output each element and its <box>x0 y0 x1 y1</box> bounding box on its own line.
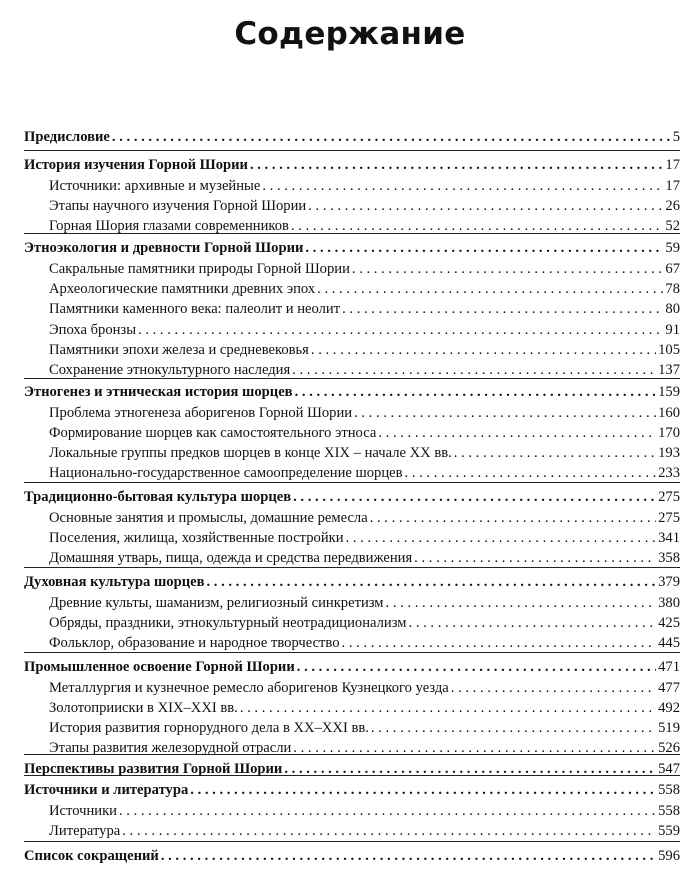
toc-page-number: 380 <box>658 595 680 611</box>
section-divider <box>24 841 680 842</box>
toc-page-number: 558 <box>658 782 680 798</box>
toc-page-number: 547 <box>658 761 680 777</box>
toc-chapter-entry[interactable] <box>24 487 680 507</box>
dot-leader <box>190 780 656 800</box>
toc-section-entry[interactable] <box>49 613 680 633</box>
dot-leader <box>293 487 656 507</box>
toc-entry-title: Древние культы, шаманизм, религиозный синкретизм <box>49 595 384 611</box>
toc-chapter-entry[interactable] <box>24 127 680 147</box>
toc-page-number: 471 <box>658 659 680 675</box>
dot-leader <box>454 443 656 463</box>
toc-page-number: 193 <box>658 445 680 461</box>
toc-page-number: 5 <box>672 129 680 145</box>
toc-section-entry[interactable] <box>49 196 680 216</box>
toc-page-number: 275 <box>658 489 680 505</box>
dot-leader <box>262 176 663 196</box>
toc-entry-title: Этноэкология и древности Горной Шории <box>24 240 304 256</box>
toc-chapter-entry[interactable] <box>24 780 680 800</box>
toc-chapter-entry[interactable] <box>24 238 680 258</box>
dot-leader <box>354 403 656 423</box>
toc-section-entry[interactable] <box>49 443 680 463</box>
dot-leader <box>297 657 656 677</box>
toc-page-number: 477 <box>658 680 680 696</box>
dot-leader <box>409 613 657 633</box>
page-title: Содержание <box>234 16 466 52</box>
dot-leader <box>112 127 671 147</box>
toc-page-number: 67 <box>665 261 680 277</box>
toc-chapter-entry[interactable] <box>24 572 680 592</box>
toc-entry-title: Промышленное освоение Горной Шории <box>24 659 295 675</box>
toc-chapter-entry[interactable] <box>24 657 680 677</box>
dot-leader <box>206 572 656 592</box>
dot-leader <box>342 299 663 319</box>
dot-leader <box>386 593 657 613</box>
toc-page-number: 17 <box>665 157 680 173</box>
toc-entry-title: Основные занятия и промыслы, домашние ремесла <box>49 510 368 526</box>
toc-section-entry[interactable] <box>49 463 680 483</box>
toc-entry-title: Этапы развития железорудной отрасли <box>49 740 292 756</box>
toc-section-entry[interactable] <box>49 593 680 613</box>
toc-page-number: 559 <box>658 823 680 839</box>
toc-entry-title: Традиционно-бытовая культура шорцев <box>24 489 292 505</box>
toc-entry-title: Сакральные памятники природы Горной Шории <box>49 261 350 277</box>
toc-entry-title: Источники <box>49 803 117 819</box>
toc-page-number: 26 <box>665 198 680 214</box>
dot-leader <box>352 259 664 279</box>
toc-entry-title: Формирование шорцев как самостоятельного этноса <box>49 425 377 441</box>
toc-entry-title: Этногенез и этническая история шорцев <box>24 384 293 400</box>
dot-leader <box>240 698 656 718</box>
toc-page-number: 558 <box>658 803 680 819</box>
toc-chapter-entry[interactable] <box>24 759 680 779</box>
dot-leader <box>405 463 657 483</box>
dot-leader <box>371 718 656 738</box>
toc-section-entry[interactable] <box>49 423 680 443</box>
toc-page-number: 233 <box>658 465 680 481</box>
dot-leader <box>342 633 657 653</box>
toc-section-entry[interactable] <box>49 403 680 423</box>
dot-leader <box>291 216 663 236</box>
toc-section-entry[interactable] <box>49 216 680 236</box>
toc-page-number: 80 <box>665 301 680 317</box>
section-divider <box>24 150 680 151</box>
toc-entry-title: Источники и литература <box>24 782 189 798</box>
toc-entry-title: Список сокращений <box>24 848 159 864</box>
toc-section-entry[interactable] <box>49 259 680 279</box>
toc-section-entry[interactable] <box>49 299 680 319</box>
toc-entry-title: Перспективы развития Горной Шории <box>24 761 283 777</box>
toc-section-entry[interactable] <box>49 633 680 653</box>
toc-page-number: 526 <box>658 740 680 756</box>
toc-entry-title: Золотоприиски в XIX–XXI вв. <box>49 700 238 716</box>
toc-page-number: 341 <box>658 530 680 546</box>
toc-entry-title: Памятники эпохи железа и средневековья <box>49 342 309 358</box>
toc-page-number: 52 <box>665 218 680 234</box>
toc-entry-title: Духовная культура шорцев <box>24 574 205 590</box>
dot-leader <box>284 759 656 779</box>
toc-page-number: 78 <box>665 281 680 297</box>
toc-entry-title: Эпоха бронзы <box>49 322 137 338</box>
toc-page-number: 519 <box>658 720 680 736</box>
toc-entry-title: Поселения, жилища, хозяйственные постройки <box>49 530 344 546</box>
toc-entry-title: Металлургия и кузнечное ремесло аборигенов Кузнецкого уезда <box>49 680 449 696</box>
toc-page-number: 160 <box>658 405 680 421</box>
dot-leader <box>414 548 656 568</box>
toc-entry-title: Домашняя утварь, пища, одежда и средства передвижения <box>49 550 413 566</box>
toc-page-number: 596 <box>658 848 680 864</box>
toc-section-entry[interactable] <box>49 528 680 548</box>
dot-leader <box>161 846 656 866</box>
toc-section-entry[interactable] <box>49 279 680 299</box>
toc-entry-title: Предисловие <box>24 129 110 145</box>
dot-leader <box>293 738 656 758</box>
toc-page-number: 379 <box>658 574 680 590</box>
toc-page-number: 275 <box>658 510 680 526</box>
toc-page-number: 492 <box>658 700 680 716</box>
toc-section-entry[interactable] <box>49 821 680 841</box>
toc-page-number: 425 <box>658 615 680 631</box>
toc-section-entry[interactable] <box>49 718 680 738</box>
toc-section-entry[interactable] <box>49 738 680 758</box>
toc-page-number: 170 <box>658 425 680 441</box>
toc-entry-title: Источники: архивные и музейные <box>49 178 261 194</box>
toc-entry-title: Обряды, праздники, этнокультурный неотрадиционализм <box>49 615 407 631</box>
dot-leader <box>378 423 656 443</box>
toc-page-number: 59 <box>665 240 680 256</box>
dot-leader <box>370 508 656 528</box>
toc-page-number: 91 <box>665 322 680 338</box>
toc-page-number: 105 <box>658 342 680 358</box>
dot-leader <box>292 360 656 380</box>
toc-page-number: 159 <box>658 384 680 400</box>
toc-entry-title: История изучения Горной Шории <box>24 157 248 173</box>
toc-section-entry[interactable] <box>49 320 680 340</box>
toc-entry-title: Национально-государственное самоопределение шорцев <box>49 465 403 481</box>
toc-page-number: 137 <box>658 362 680 378</box>
toc-section-entry[interactable] <box>49 548 680 568</box>
toc-entry-title: Этапы научного изучения Горной Шории <box>49 198 307 214</box>
toc-section-entry[interactable] <box>49 360 680 380</box>
dot-leader <box>305 238 663 258</box>
dot-leader <box>311 340 656 360</box>
dot-leader <box>308 196 663 216</box>
toc-page-number: 445 <box>658 635 680 651</box>
toc-page-number: 358 <box>658 550 680 566</box>
toc-chapter-entry[interactable] <box>24 155 680 175</box>
toc-section-entry[interactable] <box>49 801 680 821</box>
dot-leader <box>122 821 656 841</box>
toc-section-entry[interactable] <box>49 678 680 698</box>
toc-entry-title: Литература <box>49 823 121 839</box>
dot-leader <box>346 528 657 548</box>
dot-leader <box>250 155 663 175</box>
toc-page-number: 17 <box>665 178 680 194</box>
toc-section-entry[interactable] <box>49 508 680 528</box>
toc-entry-title: Фольклор, образование и народное творчество <box>49 635 340 651</box>
toc-section-entry[interactable] <box>49 340 680 360</box>
toc-entry-title: Горная Шория глазами современников <box>49 218 289 234</box>
dot-leader <box>119 801 656 821</box>
toc-chapter-entry[interactable] <box>24 846 680 866</box>
dot-leader <box>317 279 663 299</box>
toc-entry-title: История развития горнорудного дела в XX–XXI вв. <box>49 720 369 736</box>
toc-entry-title: Сохранение этнокультурного наследия <box>49 362 291 378</box>
toc-section-entry[interactable] <box>49 176 680 196</box>
toc-entry-title: Археологические памятники древних эпох <box>49 281 316 297</box>
toc-entry-title: Проблема этногенеза аборигенов Горной Шории <box>49 405 353 421</box>
dot-leader <box>138 320 663 340</box>
dot-leader <box>295 382 657 402</box>
toc-entry-title: Памятники каменного века: палеолит и неолит <box>49 301 341 317</box>
toc-entry-title: Локальные группы предков шорцев в конце XIX – начале XX вв. <box>49 445 452 461</box>
toc-chapter-entry[interactable] <box>24 382 680 402</box>
dot-leader <box>451 678 656 698</box>
toc-section-entry[interactable] <box>49 698 680 718</box>
